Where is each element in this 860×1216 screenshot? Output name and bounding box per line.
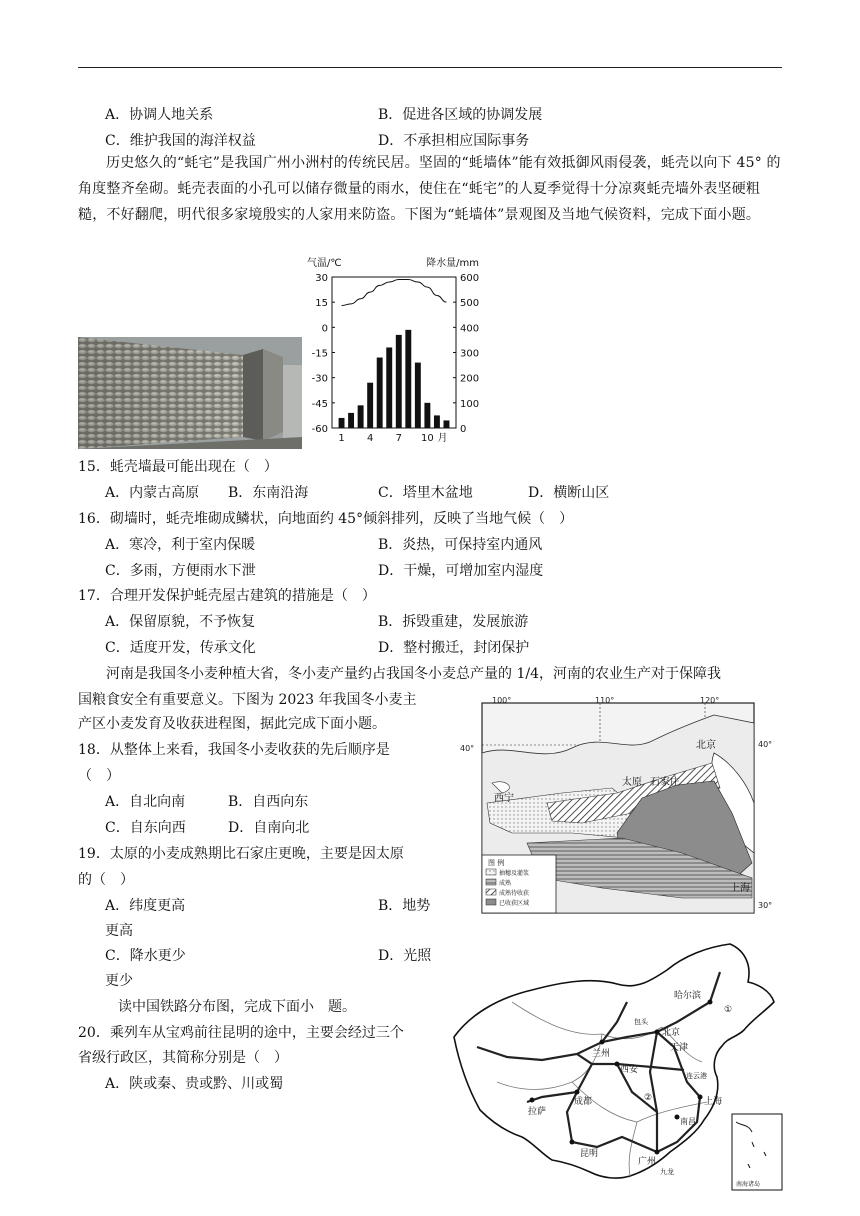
legend-item: 抽穗及灌浆 [499,870,530,877]
temperature-curve [342,280,447,306]
q20-stem-line1: 20．乘列车从宝鸡前往昆明的途中，主要会经过三个 [78,1025,404,1041]
china-railway-map [452,942,784,1192]
precipitation-bar [348,413,354,428]
q19-stem-line2: 的（ ） [78,872,134,888]
legend-item: 成熟 [499,880,512,887]
q15-option-a: A．内蒙古高原 [105,485,200,501]
map1-lat-label: 40° [460,744,475,753]
q18-option-b: B．自西向东 [228,794,309,810]
q15-option-d: D．横断山区 [528,485,610,501]
y-left-tick-label: 0 [321,323,328,335]
chart-y-left-label: 气温/℃ [307,258,342,269]
passage-wheat-line1: 河南是我国冬小麦种植大省，冬小麦产量约占我国冬小麦总产量的 1/4，河南的农业生产对于保障我 [106,666,721,682]
x-tick-label: 10 [421,433,434,444]
place-beijing: 北京 [662,1028,681,1038]
place-taiyuan: 太原 [622,777,642,788]
passage-oyster-house: 历史悠久的“蚝宅”是我国广州小洲村的传统民居。坚固的“蚝墙体”能有效抵御风雨侵袭，蚝壳以向下 45° 的角度整齐垒砌。蚝壳表面的小孔可以储存微量的雨水，使住在“蚝宅”的人夏季觉得十分凉爽蚝壳墙外表坚硬粗糙，不好翻爬，明代很多家境殷实的人家用来防盗。下图为“蚝墙体”景观图及当地气候资料，完成下面小题。 [78,155,781,223]
legend-title: 图 例 [488,859,505,867]
precipitation-bar [396,335,402,428]
y-left-tick-label: -45 [311,398,328,410]
q18-stem-line1: 18．从整体上来看，我国冬小麦收获的先后顺序是 [78,742,390,758]
precipitation-bar [444,420,450,428]
map1-lon-label: 100° [492,696,512,705]
place-lhasa: 拉萨 [528,1107,547,1117]
passage-railway: 读中国铁路分布图，完成下面小 题。 [118,999,356,1015]
south-china-sea-inset [732,1114,782,1190]
wheat-harvest-map [452,693,782,915]
q19-option-d-cont: 更少 [105,973,133,989]
q20-stem-line2: 省级行政区，其简称分别是（ ） [78,1050,288,1066]
q20-option-a: A．陕或秦、贵或黔、川或蜀 [105,1076,284,1092]
precipitation-bar [415,363,421,428]
q16-option-b: B．炎热，可保持室内通风 [378,537,543,553]
legend-swatch [486,879,496,885]
q19-option-b: B．地势 [378,898,431,914]
precipitation-bar [405,330,411,428]
q17-option-c: C．适度开发，传承文化 [105,640,256,656]
x-tick-label: 4 [366,433,374,444]
q18-stem-line2: （ ） [78,768,120,784]
place-beijing: 北京 [696,740,716,751]
y-right-tick-label: 0 [460,424,467,435]
x-unit-label: 月 [437,433,448,444]
precipitation-bar [358,405,364,428]
q19-stem-line1: 19．太原的小麦成熟期比石家庄更晚，主要是因太原 [78,846,404,862]
q17-stem: 17．合理开发保护蚝壳屋古建筑的措施是（ ） [78,588,376,604]
oyster-wall-photo [78,337,302,449]
header-rule [78,67,782,68]
y-left-tick-label: -15 [311,348,328,360]
precipitation-bar [424,403,430,428]
place-xining: 西宁 [494,793,514,804]
precipitation-bar [386,347,392,428]
climate-chart [303,254,485,450]
q16-option-c: C．多雨，方便雨水下泄 [105,563,256,579]
q14-option-d: D．不承担相应国际事务 [378,133,530,149]
route-label-2: ② [644,1093,653,1103]
y-right-tick-label: 400 [460,323,480,335]
place-kowloon: 九龙 [660,1168,674,1176]
map1-lat-label: 30° [758,901,773,910]
map1-lon-label: 110° [595,696,615,705]
passage-wheat-line2: 国粮食安全有重要意义。下图为 2023 年我国冬小麦主 [78,692,417,708]
route-label-1: ① [724,1005,733,1015]
q17-option-b: B．拆毁重建，发展旅游 [378,614,529,630]
q16-option-d: D．干燥，可增加室内湿度 [378,563,544,579]
place-shanghai: 上海 [704,1097,723,1107]
place-nanchang: 南昌 [680,1117,696,1126]
q18-option-a: A．自北向南 [105,794,186,810]
place-kunming: 昆明 [580,1149,599,1159]
q15-option-b: B．东南沿海 [228,485,309,501]
map1-lat-label: 40° [758,740,773,749]
y-right-tick-label: 600 [460,273,480,284]
q17-option-d: D．整村搬迁，封闭保护 [378,640,530,656]
y-right-tick-label: 300 [460,348,480,360]
q18-option-d: D．自南向北 [228,820,310,836]
y-right-tick-label: 100 [460,398,480,410]
legend-swatch [486,869,496,875]
legend-swatch [486,899,496,905]
q14-option-a: A．协调人地关系 [105,107,214,123]
q14-option-c: C．维护我国的海洋权益 [105,133,256,149]
x-tick-label: 1 [338,433,345,444]
place-lanzhou: 兰州 [592,1049,611,1059]
place-shanghai: 上海 [730,883,750,894]
precipitation-bar [367,383,373,428]
place-chengdu: 成都 [574,1097,593,1107]
y-left-tick-label: -30 [311,373,328,385]
q15-stem: 15．蚝壳墙最可能出现在（ ） [78,459,278,475]
q18-option-c: C．自东向西 [105,820,186,836]
q16-option-a: A．寒冷，利于室内保暖 [105,537,256,553]
y-right-tick-label: 500 [460,298,480,310]
place-tianjin: 天津 [670,1043,689,1053]
y-left-tick-label: -60 [311,424,328,435]
passage-wheat-line3: 产区小麦发育及收获进程图，据此完成下面小题。 [78,716,386,732]
legend-swatch [486,889,496,895]
place-shijiazhuang: 石家庄 [650,777,680,788]
q17-option-a: A．保留原貌，不予恢复 [105,614,256,630]
inset-label: 南海诸岛 [736,1181,761,1188]
y-right-tick-label: 200 [460,373,480,385]
legend-item: 成熟待收获 [499,890,530,897]
place-baotou: 包头 [634,1018,648,1026]
q15-option-c: C．塔里木盆地 [378,485,473,501]
precipitation-bar [377,358,383,428]
q19-option-d: D．光照 [378,948,432,964]
place-guangzhou: 广州 [638,1157,657,1167]
chart-frame [332,277,456,428]
q19-option-a: A．纬度更高 [105,898,186,914]
x-tick-label: 7 [395,433,402,444]
legend-item: 已收获区域 [499,900,530,907]
chart-y-right-label: 降水量/mm [426,258,479,269]
place-lianyungang: 连云港 [686,1072,707,1080]
y-left-tick-label: 15 [315,298,328,310]
map1-lon-label: 120° [700,696,720,705]
precipitation-bar [339,418,345,428]
y-left-tick-label: 30 [315,273,328,284]
place-xian: 西安 [620,1065,639,1075]
q14-option-b: B．促进各区域的协调发展 [378,107,543,123]
place-harbin: 哈尔滨 [674,991,702,1001]
q19-option-c: C．降水更少 [105,948,186,964]
q19-option-b-cont: 更高 [105,923,133,939]
precipitation-bar [434,415,440,428]
china-outline [454,944,774,1178]
q16-stem: 16．砌墙时，蚝壳堆砌成鳞状，向地面约 45°倾斜排列，反映了当地气候（ ） [78,511,574,527]
